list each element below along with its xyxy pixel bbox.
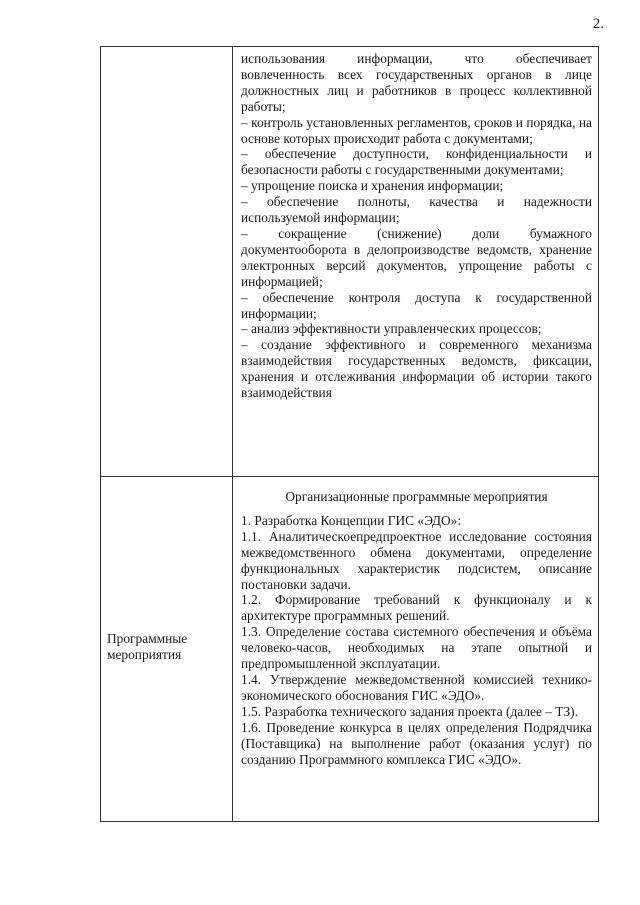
list-item: – анализ эффективности управленческих процессов; [241, 321, 542, 337]
program-table [100, 46, 599, 822]
row-label [101, 47, 232, 201]
section-heading: Организационные программные мероприятия [285, 489, 548, 504]
row-content-cell [233, 47, 599, 477]
page-number: 2. [592, 16, 604, 32]
table-row-program-activities [101, 477, 599, 822]
paragraph: использования информации, что обеспечивает вовлеченность всех государственных органов в лице должностных лиц и работников в процесс коллективной работы; [241, 51, 592, 114]
list-item: 1.2. Формирование требований к функционалу и к архитектуре программных решений. [241, 592, 592, 624]
row-content-cell [233, 477, 599, 822]
table-row-goals [101, 47, 599, 477]
list-item: 1.6. Проведение конкурса в целях определения Подрядчика (Поставщика) на выполнение работ (оказания услуг) по созданию Программного комплекса ГИС «ЭДО». [241, 719, 592, 767]
list-item: 1.1. Аналитическоепредпроектное исследование состояния межведомственного обмена документами, определение функциональных характеристик подсистем, описание постановки задачи. [241, 528, 592, 592]
list-item: – обеспечение доступности, конфиденциальности и безопасности работы с государственными документами; [241, 146, 592, 178]
list-item: – обеспечение полноты, качества и надежности используемой информации; [241, 194, 592, 226]
list-item: 1.4. Утверждение межведомственной комиссией технико-экономического обоснования ГИС «ЭДО». [241, 671, 592, 703]
list-item: – обеспечение контроля доступа к государственной информации; [241, 289, 592, 321]
row-label-cell [101, 477, 233, 822]
list-item: 1. Разработка Концепции ГИС «ЭДО»: [241, 512, 462, 528]
list-item: 1.3. Определение состава системного обеспечения и объёма человеко-часов, необходимых на этапе опытной и предпромышленной эксплуатации. [241, 624, 592, 672]
row-label-program-activities: Программные мероприятия [107, 631, 188, 662]
list-item: 1.5. Разработка технического задания проекта (далее – ТЗ). [241, 703, 578, 719]
list-item: – создание эффективного и современного механизма взаимодействия государственных ведомств, фиксации, хранения и отслеживания информации об истории такого взаимодействия [241, 337, 592, 401]
list-item: – упрощение поиска и хранения информации; [241, 178, 504, 194]
row-label-cell [101, 47, 233, 477]
list-item: – сокращение (снижение) доли бумажного документооборота в делопроизводстве ведомств, хранение электронных версий документов, упрощение работы с информацией; [241, 225, 592, 289]
list-item: – контроль установленных регламентов, сроков и порядка, на основе которых происходит работа с документами; [241, 114, 592, 146]
